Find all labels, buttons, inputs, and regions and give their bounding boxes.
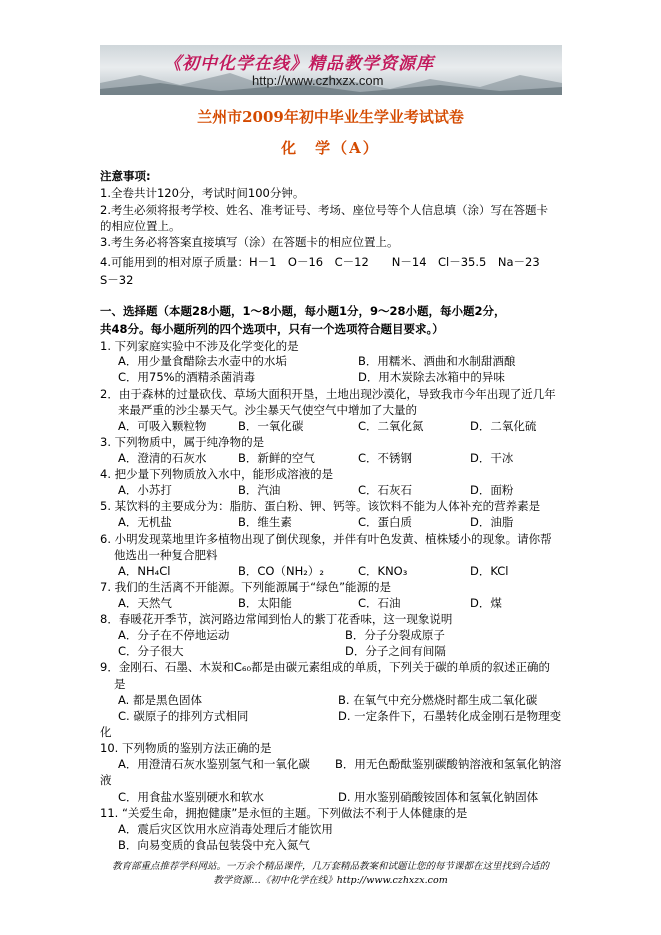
option-b: B．维生素 <box>238 515 292 529</box>
question-stem: 11. “关爱生命，拥抱健康”是永恒的主题。下列做法不利于人体健康的是 <box>100 806 468 820</box>
option-d: D．油脂 <box>470 515 514 529</box>
option-a: A．震后灾区饮用水应消毒处理后才能饮用 <box>118 822 333 836</box>
question-stem: 8．春暖花开季节，滨河路边常闻到怡人的紫丁花香味，这一现象说明 <box>100 612 453 626</box>
option-c: C．二氧化氮 <box>358 419 424 433</box>
option-b: B．向易变质的食品包装袋中充入氮气 <box>118 838 310 852</box>
subject-title: 化 学（A） <box>281 139 380 157</box>
option-b: B．新鲜的空气 <box>238 451 315 465</box>
option-c: C．石油 <box>358 596 401 610</box>
question-stem: 是 <box>114 677 126 691</box>
section-heading: 共48分。每小题所列的四个选项中，只有一个选项符合题目要求。） <box>100 322 444 336</box>
option-c: C．用75%的酒精杀菌消毒 <box>118 370 256 384</box>
option-c: C．KNO₃ <box>358 564 408 578</box>
option-b: B．用无色酚酞鉴别碳酸钠溶液和氢氧化钠溶 <box>335 757 562 771</box>
question-stem: 1. 下列家庭实验中不涉及化学变化的是 <box>100 339 299 353</box>
note-line: 3.考生务必将答案直接填写（涂）在答题卡的相应位置上。 <box>100 235 399 249</box>
option-b: B．一氧化碳 <box>238 419 304 433</box>
question-stem: 3. 下列物质中，属于纯净物的是 <box>100 435 265 449</box>
note-line: 4.可能用到的相对原子质量：H－1 O－16 C－12 N－14 Cl－35.5 Na－23 <box>100 255 540 269</box>
site-banner <box>100 45 562 95</box>
option-a: A．分子在不停地运动 <box>118 628 230 642</box>
option-d: D．干冰 <box>470 451 514 465</box>
option-a: A．可吸入颗粒物 <box>118 419 207 433</box>
note-line: 1.全卷共计120分，考试时间100分钟。 <box>100 186 305 200</box>
note-line: S－32 <box>100 273 134 287</box>
section-heading: 一、选择题（本题28小题，1～8小题，每小题1分，9～28小题，每小题2分， <box>100 304 506 318</box>
note-line: 2.考生必须将报考学校、姓名、准考证号、考场、座位号等个人信息填（涂）写在答题卡 <box>100 203 548 217</box>
option-a: A．用少量食醋除去水壶中的水垢 <box>118 354 287 368</box>
option-b: B．汽油 <box>238 483 281 497</box>
option-c: C．分子很大 <box>118 644 184 658</box>
footer-line: 教育部重点推荐学科网站。一万余个精品课件，几万套精品教案和试题让您的每节课都在这里找到合适的 <box>111 861 549 872</box>
banner-url-link[interactable]: http://www.czhxzx.com <box>252 73 384 88</box>
exam-title: 兰州市2009年初中毕业生学业考试试卷 <box>197 108 464 126</box>
option-a: A．天然气 <box>118 596 172 610</box>
question-stem: 9．金刚石、石墨、木炭和C₆₀都是由碳元素组成的单质，下列关于碳的单质的叙述正确的 <box>100 660 551 674</box>
option-c: C．蛋白质 <box>358 515 413 529</box>
option-b: B．分子分裂成原子 <box>345 628 445 642</box>
option-a: A．无机盐 <box>118 515 172 529</box>
option-d: D．二氧化硫 <box>470 419 537 433</box>
option-b-continuation: 液 <box>100 773 112 787</box>
notes-heading: 注意事项: <box>100 169 151 183</box>
option-c: C．不锈钢 <box>358 451 413 465</box>
option-a: A. 都是黑色固体 <box>118 693 202 707</box>
option-b: B. 在氧气中充分燃烧时都生成二氧化碳 <box>338 693 538 707</box>
question-stem: 6. 小明发现菜地里许多植物出现了倒伏现象，并伴有叶色发黄、植株矮小的现象。请你帮 <box>100 532 552 546</box>
option-c: C．用食盐水鉴别硬水和软水 <box>118 790 265 804</box>
option-a: A．澄清的石灰水 <box>118 451 207 465</box>
question-stem: 2．由于森林的过量砍伐、草场大面积开垦，土地出现沙漠化，导致我市今年出现了近几年 <box>100 387 556 401</box>
question-stem: 10. 下列物质的鉴别方法正确的是 <box>100 741 272 755</box>
option-d: D．分子之间有间隔 <box>345 644 446 658</box>
option-c: C. 碳原子的排列方式相同 <box>118 709 249 723</box>
option-d-continuation: 化 <box>100 725 112 739</box>
option-d: D. 用水鉴别硝酸铵固体和氢氧化钠固体 <box>338 790 539 804</box>
question-stem: 4. 把少量下列物质放入水中，能形成溶液的是 <box>100 467 334 481</box>
option-b: B．CO（NH₂）₂ <box>238 564 324 578</box>
option-d: D. 一定条件下，石墨转化成金刚石是物理变 <box>338 709 562 723</box>
footer-link[interactable]: 教学资源…《初中化学在线》http://www.czhxzx.com <box>213 875 448 886</box>
option-b: B．太阳能 <box>238 596 292 610</box>
option-d: D．面粉 <box>470 483 514 497</box>
option-a: A．用澄清石灰水鉴别氢气和一氧化碳 <box>118 757 310 771</box>
question-stem: 他选出一种复合肥料 <box>114 548 218 562</box>
option-d: D．煤 <box>470 596 502 610</box>
question-stem: 7. 我们的生活离不开能源。下列能源属于“绿色”能源的是 <box>100 580 392 594</box>
option-d: D．用木炭除去冰箱中的异味 <box>358 370 505 384</box>
option-a: A．NH₄Cl <box>118 564 171 578</box>
banner-title: 《初中化学在线》精品教学资源库 <box>164 54 434 74</box>
option-a: A．小苏打 <box>118 483 172 497</box>
option-c: C．石灰石 <box>358 483 413 497</box>
option-d: D．KCl <box>470 564 509 578</box>
note-line: 的相应位置上。 <box>100 219 181 233</box>
question-stem: 5. 某饮料的主要成分为：脂肪、蛋白粉、钾、钙等。该饮料不能为人体补充的营养素是 <box>100 499 541 513</box>
option-b: B．用糯米、酒曲和水制甜酒酿 <box>358 354 516 368</box>
question-stem: 来最严重的沙尘暴天气。沙尘暴天气使空气中增加了大量的 <box>118 403 417 417</box>
